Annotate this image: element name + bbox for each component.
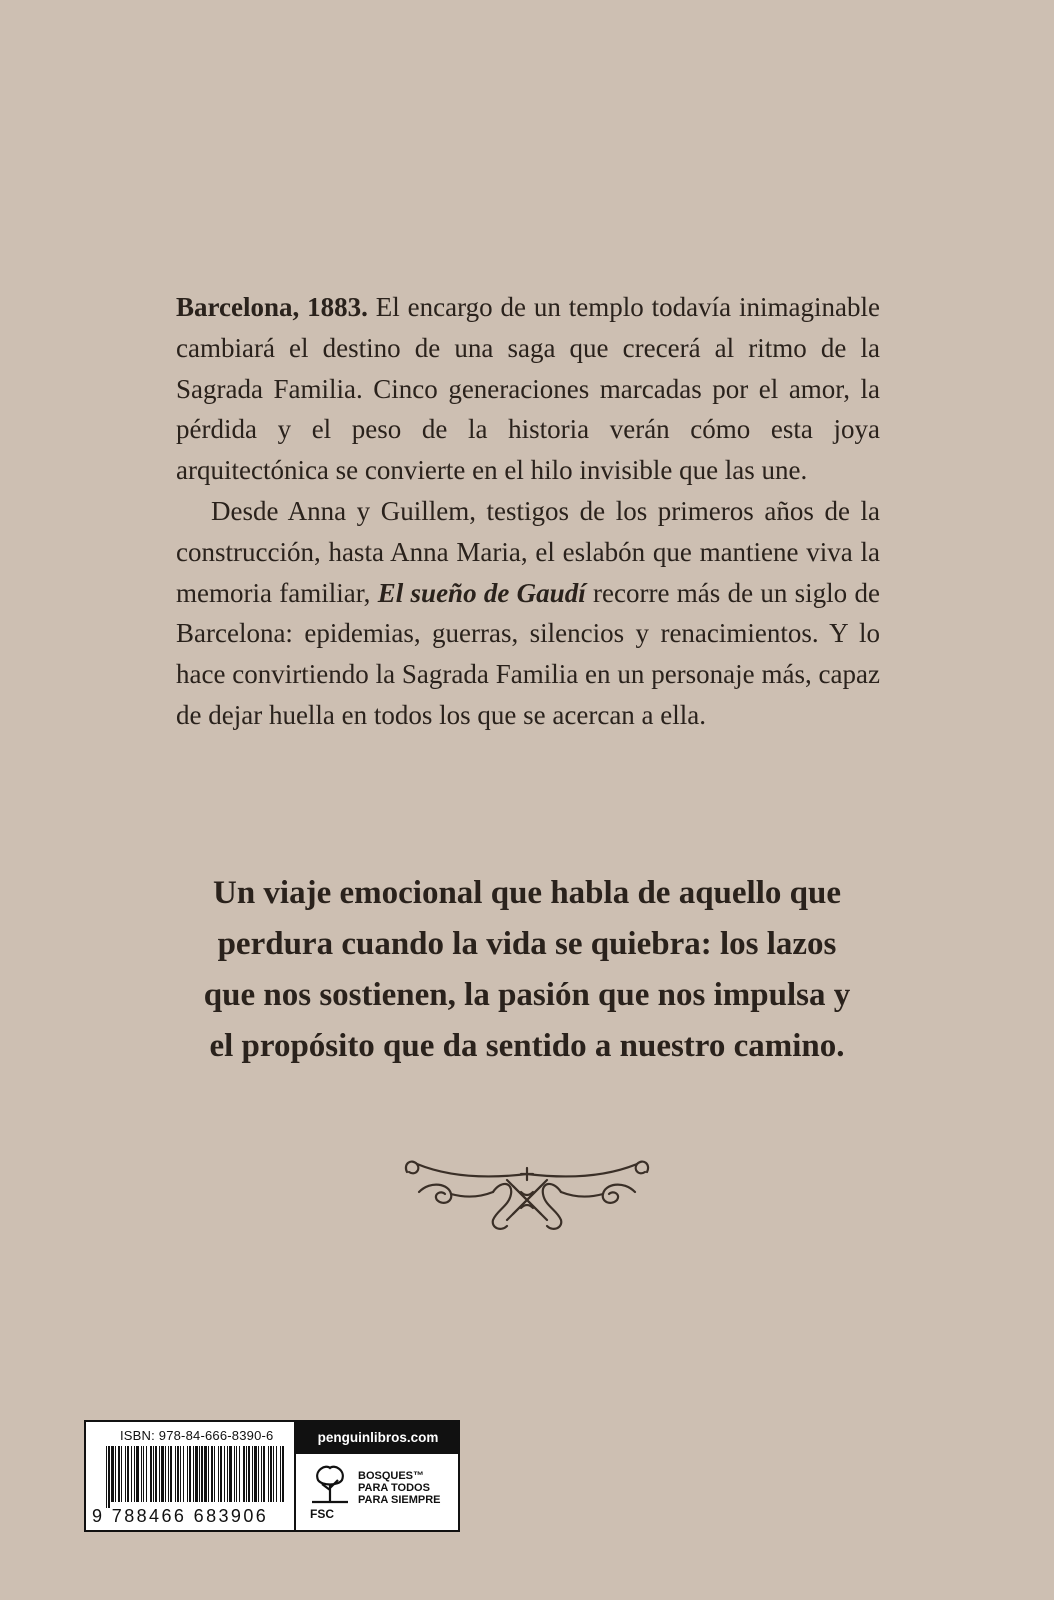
fsc-slogan [358,1470,441,1506]
synopsis-lead: Barcelona, 1883. [176,292,368,322]
tagline-line-2: perdura cuando la vida se quiebra: los lazos [217,926,837,962]
barcode-bar [229,1446,232,1502]
barcode-bar [121,1446,122,1502]
fsc-slogan-line-3: PARA SIEMPRE [358,1494,441,1506]
barcode-bar [282,1446,284,1502]
fsc-slogan-line-2: PARA TODOS [358,1482,430,1494]
barcode-bar [153,1446,154,1502]
barcode-bar [224,1446,225,1502]
barcode-bar [106,1446,107,1508]
tagline-line-1: Un viaje emocional que habla de aquello que [213,875,841,911]
barcode-bar [211,1446,213,1502]
synopsis-p2-before: Desde Anna y Guillem, testigos de los primeros años de la construcción, hasta Anna Maria, el eslabón que mantiene viva la memoria familiar, [176,495,880,608]
synopsis-paragraph-1 [176,287,880,491]
synopsis-p2-after: recorre más de un siglo de Barcelona: epidemias, guerras, silencios y renacimientos. Y lo hace convirtiendo la Sagrada Familia en un personaje más, capaz de dejar huella en todos los que se acercan a ella. [176,577,880,730]
barcode-bar [201,1446,203,1502]
publisher-website: penguinlibros.com [296,1422,460,1454]
tagline-line-3: que nos sostienen, la pasión que nos impulsa y [203,977,851,1013]
barcode-bar [199,1446,200,1502]
barcode-bar [243,1446,245,1502]
tagline-line-4: el propósito que da sentido a nuestro camino. [209,1028,845,1064]
barcode-bar [248,1446,250,1502]
isbn-label: ISBN: 978-84-666-8390-6 [120,1428,274,1443]
synopsis-paragraph-2 [176,491,880,736]
barcode-bar [280,1446,281,1502]
tagline [170,868,884,1072]
barcode-bar [134,1446,135,1502]
barcode-bar [118,1446,120,1502]
barcode-bar [218,1446,219,1502]
barcode-bar [161,1446,164,1502]
barcode-area [86,1422,294,1530]
barcode-bar [258,1446,259,1502]
barcode-bar [170,1446,172,1502]
barcode-bar [159,1446,160,1502]
barcode-bar [143,1446,144,1502]
barcode-bar [252,1446,253,1502]
barcode-bar [177,1446,179,1502]
barcode-bar [214,1446,215,1502]
barcode-bar [183,1446,184,1502]
barcode-bar [239,1446,240,1502]
barcode-bar [150,1446,152,1502]
barcode-bar [136,1446,139,1502]
barcode-bar [187,1446,188,1502]
barcode-box [84,1420,460,1532]
barcode-bar [115,1446,116,1502]
fsc-tree-icon [308,1462,352,1506]
barcode-bar [273,1446,274,1502]
ornament-flourish-icon [401,1150,653,1240]
barcode-bar [155,1446,157,1502]
barcode-bar [146,1446,147,1502]
barcode-bar [234,1446,235,1502]
barcode-bar [246,1446,247,1502]
barcode-bar [195,1446,198,1502]
barcode-bar [125,1446,126,1502]
barcode-bar [261,1446,262,1502]
barcode-bar [111,1446,114,1502]
publisher-panel [294,1422,460,1530]
barcode-bar [263,1446,265,1502]
barcode-bar [254,1446,257,1502]
synopsis [176,287,880,736]
barcode-bar [220,1446,222,1502]
barcode-bar [227,1446,228,1502]
barcode-bar [175,1446,176,1502]
barcode-bar [108,1446,110,1508]
barcode-bar [168,1446,169,1502]
barcode-icon [106,1446,286,1508]
barcode-number: 9 788466 683906 [92,1506,269,1526]
barcode-bar [204,1446,207,1502]
barcode-bar [193,1446,194,1502]
barcode-bar [276,1446,277,1502]
fsc-slogan-line-1: BOSQUES™ [358,1470,425,1482]
barcode-bar [189,1446,191,1502]
barcode-bar [141,1446,142,1502]
barcode-bar [165,1446,166,1502]
barcode-bar [131,1446,132,1502]
synopsis-p1-text: El encargo de un templo todavía inimaginable cambiará el destino de una saga que crecerá al ritmo de la Sagrada Familia. Cinco generaciones marcadas por el amor, la pérdida y el peso de la historia verán cómo esta joya arquitectónica se convierte en el hilo invisible que las une. [176,292,880,486]
barcode-bar [236,1446,237,1502]
barcode-bar [127,1446,129,1502]
barcode-bar [208,1446,209,1502]
fsc-label: FSC [310,1507,334,1521]
barcode-bar [180,1446,181,1502]
barcode-bar [270,1446,272,1502]
barcode-bar [268,1446,269,1502]
book-title: El sueño de Gaudí [377,577,586,608]
